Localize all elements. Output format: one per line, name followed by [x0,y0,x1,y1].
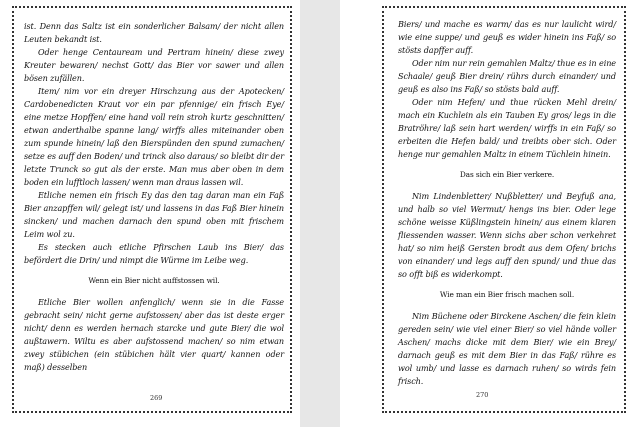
paragraph: Nim Lindenbletter/ Nußbletter/ und Beyfuß ana, und halb so viel Wermut/ hengs ins bier. Oder lege schöne weisse Küßlingstein hinein/ aus einem klaren fliessenden wasser. Wenn sichs aber schon verkehret hat/ so nim heiß Gersten brodt aus dem Ofen/ brichs von einander/ und legs auff den spund/ und thue das so offt biß es widerkompt. [398,191,616,279]
paragraph: Etliche nemen ein frisch Ey das den tag daran man ein Faß Bier anzapffen wil/ gelegt ist/ und lassens in das Faß Bier hinein sincken/ und machen darnach den spund oben mit frischem Leim wol zu. [24,190,284,239]
section-heading: Wie man ein Bier frisch machen soll. [439,290,575,299]
page-gap [300,0,340,427]
left-page-text [24,20,284,374]
paragraph: Oder nim Hefen/ und thue rücken Mehl drein/ mach ein Kuchlein als ein Tauben Ey gros/ legs in die Bratröhre/ laß sein hart werden/ wirffs in ein Faß/ so erbeiten die Hefen bald/ und treibts ober sich. Oder henge nur gemahlen Maltz in einem Tüchlein hinein. [398,97,616,159]
page-number: 269 [150,394,163,402]
paragraph: Biers/ und mache es warm/ das es nur laulicht wird/ wie eine suppe/ und geuß es wider hinein ins Faß/ so stösts dapffer auff. [398,19,616,55]
paragraph: Es stecken auch etliche Pfirschen Laub ins Bier/ das befördert die Drin/ und nimpt die Würme im Leibe weg. [24,242,284,265]
paragraph: Item/ nim vor ein dreyer Hirschzung aus der Apotecken/ Cardobenedicten Kraut vor ein par pfennige/ ein frisch Eye/ eine metze Hopffen/ eine hand voll rein stroh kurtz geschnitten/ etwan anderthalbe spanne lang/ wirffs alles miteinander oben zum spunde hinein/ laß den Bierspünden den spund zumachen/ setze es auff den Boden/ und trinck also daraus/ so bleibt dir der letzte Trunck so gut als der erste. Man mus aber oben in dem boden ein lufftloch lassen/ wenn man draus lassen wil. [24,86,284,187]
paragraph: Nim Büchene oder Birckene Aschen/ die fein klein gereden sein/ wie viel einer Bier/ so viel hände voller Aschen/ machs dicke mit dem Bier/ wie ein Brey/ darnach geuß es mit dem Bier in das Faß/ rühre es wol umb/ und lasse es darnach ruhen/ so wirds fein frisch. [398,311,616,386]
paragraph: ist. Denn das Saltz ist ein sonderlicher Balsam/ der nicht allen Leuten bekandt ist. [24,21,284,44]
right-page-text [398,18,616,388]
section-heading: Das sich ein Bier verkere. [459,170,555,179]
paragraph: Oder nim nur rein gemahlen Maltz/ thue es in eine Schaale/ geuß Bier drein/ rührs durch einander/ und geuß es also ins Faß/ so stösts bald auff. [398,58,616,94]
page-number: 270 [476,391,489,399]
left-page [0,0,300,427]
section-heading: Wenn ein Bier nicht auffstossen wil. [88,276,220,285]
paragraph: Etliche Bier wollen anfenglich/ wenn sie in die Fasse gebracht sein/ nicht gerne aufstossen/ aber das ist deste erger nicht/ denn es werden hernach starcke und gute Bier/ die wol außtawern. Wiltu es aber aufstossend machen/ so nim etwan zwey stübichen (ein stübichen hält vier quart/ kannen oder maß) desselben [24,297,284,372]
right-page [340,0,640,427]
paragraph: Oder henge Centauream und Pertram hinein/ diese zwey Kreuter bewaren/ nechst Gott/ das Bier vor sawer und allen bösen zufällen. [24,47,284,83]
